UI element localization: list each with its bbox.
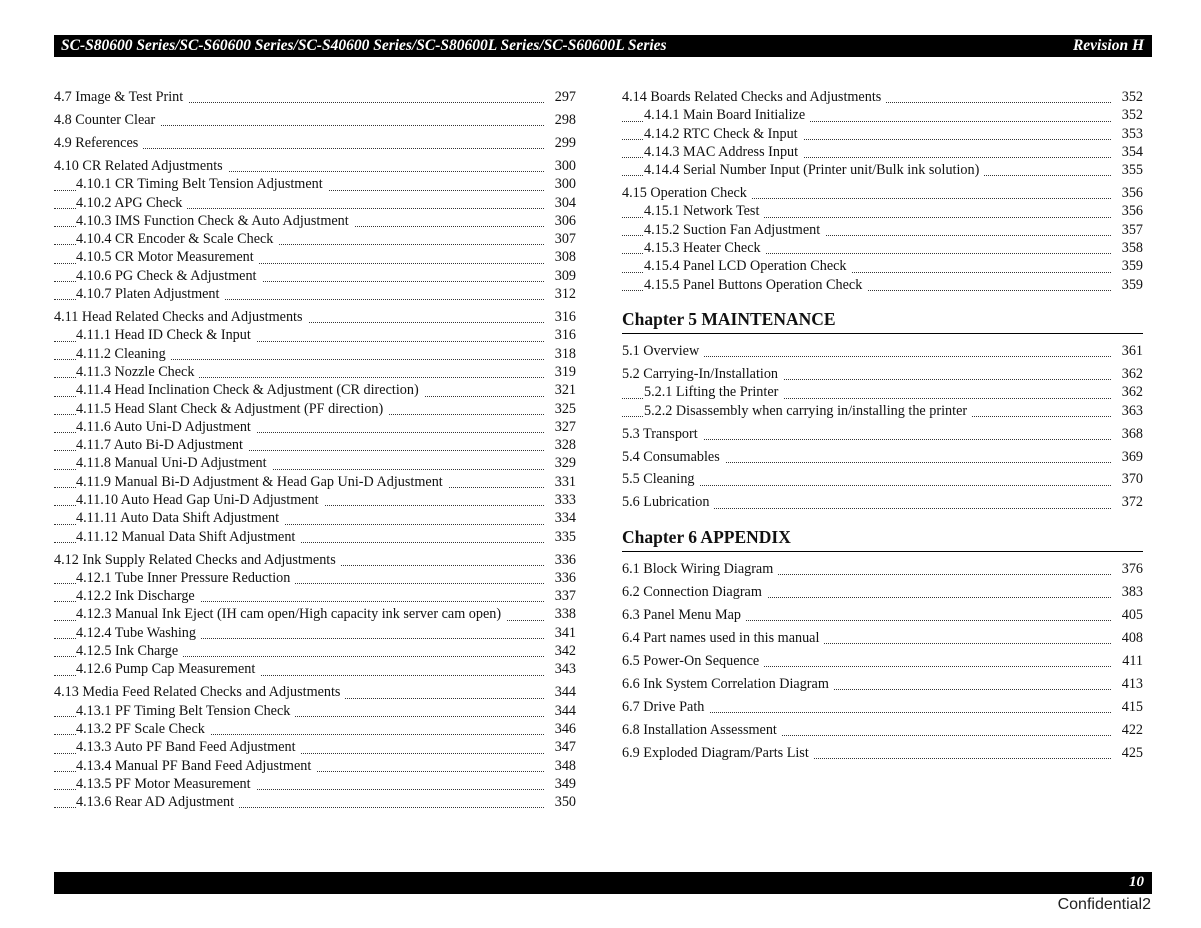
toc-entry-title: 6.1 Block Wiring Diagram [622, 560, 778, 578]
toc-entry-page: 312 [544, 285, 576, 303]
toc-entry-title: 4.11.11 Auto Data Shift Adjustment [76, 509, 284, 527]
toc-entry-title: 4.13 Media Feed Related Checks and Adjustments [54, 683, 345, 701]
toc-entry-page: 300 [544, 175, 576, 193]
toc-entry-title: 4.13.2 PF Scale Check [76, 720, 210, 738]
toc-entry[interactable] [622, 239, 1143, 257]
toc-entry[interactable] [54, 326, 576, 344]
toc-entry-page: 353 [1111, 125, 1143, 143]
revision-label: Revision H [1072, 37, 1144, 54]
toc-entry[interactable] [54, 111, 576, 129]
toc-entry-title: 4.10.6 PG Check & Adjustment [76, 267, 262, 285]
toc-entry-page: 316 [544, 326, 576, 344]
toc-entry-page: 352 [1111, 106, 1143, 124]
toc-entry-title: 5.2.2 Disassembly when carrying in/installing the printer [644, 402, 972, 420]
toc-entry[interactable] [54, 363, 576, 381]
toc-entry[interactable] [622, 583, 1143, 601]
toc-entry-page: 363 [1111, 402, 1143, 420]
toc-entry-title: 4.10.2 APG Check [76, 194, 187, 212]
toc-entry[interactable] [622, 402, 1143, 420]
toc-entry[interactable] [54, 436, 576, 454]
toc-entry-page: 356 [1111, 202, 1143, 220]
toc-entry-page: 348 [544, 757, 576, 775]
toc-entry[interactable] [622, 88, 1143, 106]
toc-entry-page: 408 [1111, 629, 1143, 647]
toc-entry[interactable] [622, 202, 1143, 220]
toc-entry-page: 306 [544, 212, 576, 230]
document-title: SC-S80600 Series/SC-S60600 Series/SC-S40600 Series/SC-S80600L Series/SC-S60600L Series [61, 37, 667, 54]
toc-entry-page: 405 [1111, 606, 1143, 624]
toc-entry[interactable] [54, 285, 576, 303]
toc-entry-page: 335 [544, 528, 576, 546]
toc-entry-page: 337 [544, 587, 576, 605]
toc-entry-page: 422 [1111, 721, 1143, 739]
toc-entry[interactable] [622, 675, 1143, 693]
toc-entry-page: 369 [1111, 448, 1143, 466]
toc-entry-page: 347 [544, 738, 576, 756]
toc-entry-title: 4.11.4 Head Inclination Check & Adjustment (CR direction) [76, 381, 424, 399]
toc-entry[interactable] [622, 425, 1143, 443]
toc-entry-page: 362 [1111, 383, 1143, 401]
toc-entry[interactable] [54, 793, 576, 811]
toc-entry-title: 6.7 Drive Path [622, 698, 709, 716]
toc-entry-title: 4.12.2 Ink Discharge [76, 587, 200, 605]
toc-entry-title: 4.13.4 Manual PF Band Feed Adjustment [76, 757, 316, 775]
toc-entry-title: 4.15 Operation Check [622, 184, 752, 202]
toc-entry-page: 338 [544, 605, 576, 623]
toc-entry[interactable] [622, 276, 1143, 294]
toc-entry-page: 298 [544, 111, 576, 129]
chapter-title: Chapter 5 MAINTENANCE [622, 308, 836, 329]
toc-entry-title: 4.10.4 CR Encoder & Scale Check [76, 230, 278, 248]
toc-entry-title: 5.1 Overview [622, 342, 704, 360]
toc-entry-title: 4.8 Counter Clear [54, 111, 160, 129]
toc-entry-page: 355 [1111, 161, 1143, 179]
toc-entry-title: 4.14 Boards Related Checks and Adjustments [622, 88, 886, 106]
toc-entry-page: 329 [544, 454, 576, 472]
toc-entry-page: 299 [544, 134, 576, 152]
toc-entry-title: 4.13.3 Auto PF Band Feed Adjustment [76, 738, 301, 756]
toc-entry[interactable] [622, 721, 1143, 739]
toc-entry-title: 4.13.6 Rear AD Adjustment [76, 793, 239, 811]
toc-entry-page: 309 [544, 267, 576, 285]
toc-entry-title: 4.10 CR Related Adjustments [54, 157, 228, 175]
toc-entry-title: 4.15.1 Network Test [644, 202, 764, 220]
toc-entry-title: 4.15.3 Heater Check [644, 239, 766, 257]
toc-entry-page: 413 [1111, 675, 1143, 693]
toc-entry-title: 4.7 Image & Test Print [54, 88, 188, 106]
toc-entry-title: 6.4 Part names used in this manual [622, 629, 824, 647]
toc-entry[interactable] [622, 184, 1143, 202]
toc-entry[interactable] [54, 551, 576, 569]
toc-entry-page: 318 [544, 345, 576, 363]
toc-entry-title: 6.5 Power-On Sequence [622, 652, 764, 670]
toc-entry-page: 359 [1111, 276, 1143, 294]
toc-entry-page: 352 [1111, 88, 1143, 106]
toc-entry-page: 370 [1111, 470, 1143, 488]
toc-entry[interactable] [54, 308, 576, 326]
toc-entry-title: 4.12 Ink Supply Related Checks and Adjustments [54, 551, 341, 569]
toc-entry-title: 6.9 Exploded Diagram/Parts List [622, 744, 814, 762]
toc-entry[interactable] [622, 383, 1143, 401]
toc-entry-title: 4.11.12 Manual Data Shift Adjustment [76, 528, 300, 546]
toc-entry-title: 6.3 Panel Menu Map [622, 606, 746, 624]
toc-entry-page: 308 [544, 248, 576, 266]
toc-entry-title: 4.11.1 Head ID Check & Input [76, 326, 256, 344]
toc-entry[interactable] [54, 194, 576, 212]
toc-entry[interactable] [622, 221, 1143, 239]
toc-entry-page: 358 [1111, 239, 1143, 257]
toc-entry-page: 411 [1111, 652, 1143, 670]
toc-entry[interactable] [622, 652, 1143, 670]
toc-entry[interactable] [54, 267, 576, 285]
toc-entry-page: 356 [1111, 184, 1143, 202]
toc-entry[interactable] [54, 605, 576, 623]
toc-entry-page: 350 [544, 793, 576, 811]
toc-entry-page: 359 [1111, 257, 1143, 275]
toc-entry-page: 333 [544, 491, 576, 509]
toc-entry[interactable] [622, 629, 1143, 647]
toc-entry-title: 4.10.1 CR Timing Belt Tension Adjustment [76, 175, 328, 193]
chapter-heading-6 [622, 523, 1143, 552]
toc-entry-title: 4.14.1 Main Board Initialize [644, 106, 810, 124]
toc-entry-page: 344 [544, 683, 576, 701]
toc-entry-page: 307 [544, 230, 576, 248]
toc-entry[interactable] [54, 528, 576, 546]
toc-entry-title: 4.15.4 Panel LCD Operation Check [644, 257, 852, 275]
toc-entry-title: 4.14.3 MAC Address Input [644, 143, 803, 161]
toc-entry-title: 4.11.10 Auto Head Gap Uni-D Adjustment [76, 491, 324, 509]
toc-entry-page: 354 [1111, 143, 1143, 161]
toc-entry-title: 4.15.2 Suction Fan Adjustment [644, 221, 825, 239]
toc-entry-page: 362 [1111, 365, 1143, 383]
toc-entry-page: 376 [1111, 560, 1143, 578]
toc-entry[interactable] [54, 248, 576, 266]
toc-entry-title: 4.13.5 PF Motor Measurement [76, 775, 256, 793]
toc-chapter-6-list [622, 560, 1143, 762]
toc-section-4-continued [622, 88, 1143, 294]
toc-entry[interactable] [54, 88, 576, 106]
toc-entry[interactable] [54, 381, 576, 399]
toc-entry-title: 4.10.3 IMS Function Check & Auto Adjustment [76, 212, 354, 230]
toc-entry[interactable] [54, 738, 576, 756]
toc-entry-page: 372 [1111, 493, 1143, 511]
toc-entry[interactable] [622, 698, 1143, 716]
toc-entry-title: 6.2 Connection Diagram [622, 583, 767, 601]
toc-entry-title: 5.6 Lubrication [622, 493, 714, 511]
toc-entry[interactable] [622, 365, 1143, 383]
toc-entry-page: 325 [544, 400, 576, 418]
toc-entry-page: 331 [544, 473, 576, 491]
toc-entry-title: 6.6 Ink System Correlation Diagram [622, 675, 834, 693]
page-number: 10 [1129, 874, 1144, 890]
toc-entry-page: 327 [544, 418, 576, 436]
toc-entry[interactable] [54, 660, 576, 678]
toc-entry[interactable] [622, 744, 1143, 762]
toc-entry-title: 4.15.5 Panel Buttons Operation Check [644, 276, 867, 294]
toc-entry-title: 4.9 References [54, 134, 143, 152]
toc-entry-title: 4.10.7 Platen Adjustment [76, 285, 224, 303]
toc-entry-page: 361 [1111, 342, 1143, 360]
toc-entry-title: 4.11.9 Manual Bi-D Adjustment & Head Gap Uni-D Adjustment [76, 473, 448, 491]
toc-entry-page: 349 [544, 775, 576, 793]
toc-entry-title: 4.11.6 Auto Uni-D Adjustment [76, 418, 256, 436]
toc-entry-title: 5.3 Transport [622, 425, 703, 443]
toc-entry[interactable] [54, 230, 576, 248]
toc-entry[interactable] [622, 560, 1143, 578]
toc-entry[interactable] [622, 161, 1143, 179]
toc-entry[interactable] [54, 775, 576, 793]
header-bar [54, 35, 1152, 57]
toc-entry-title: 6.8 Installation Assessment [622, 721, 782, 739]
toc-left-column [54, 88, 576, 811]
toc-entry[interactable] [54, 473, 576, 491]
toc-entry-title: 4.10.5 CR Motor Measurement [76, 248, 259, 266]
toc-entry-page: 383 [1111, 583, 1143, 601]
chapter-title: Chapter 6 APPENDIX [622, 526, 791, 547]
toc-entry[interactable] [54, 683, 576, 701]
toc-entry[interactable] [54, 212, 576, 230]
toc-entry[interactable] [54, 642, 576, 660]
toc-entry-title: 5.5 Cleaning [622, 470, 700, 488]
toc-entry[interactable] [54, 624, 576, 642]
toc-entry[interactable] [54, 569, 576, 587]
toc-entry[interactable] [622, 342, 1143, 360]
toc-entry-page: 336 [544, 551, 576, 569]
toc-entry-title: 4.12.1 Tube Inner Pressure Reduction [76, 569, 295, 587]
confidential-label: Confidential2 [1057, 896, 1151, 913]
toc-entry-page: 300 [544, 157, 576, 175]
toc-entry[interactable] [622, 493, 1143, 511]
footer-bar [54, 872, 1152, 894]
toc-entry[interactable] [54, 587, 576, 605]
toc-entry-page: 321 [544, 381, 576, 399]
toc-entry-title: 4.14.4 Serial Number Input (Printer unit/Bulk ink solution) [644, 161, 984, 179]
toc-entry-page: 328 [544, 436, 576, 454]
toc-entry-title: 4.12.5 Ink Charge [76, 642, 183, 660]
toc-entry-page: 368 [1111, 425, 1143, 443]
toc-entry[interactable] [54, 175, 576, 193]
toc-entry-page: 343 [544, 660, 576, 678]
toc-entry[interactable] [54, 157, 576, 175]
toc-entry-page: 357 [1111, 221, 1143, 239]
toc-entry-title: 4.12.3 Manual Ink Eject (IH cam open/High capacity ink server cam open) [76, 605, 506, 623]
toc-entry[interactable] [54, 400, 576, 418]
toc-entry-page: 297 [544, 88, 576, 106]
toc-right-column [622, 88, 1143, 762]
toc-entry[interactable] [54, 720, 576, 738]
toc-entry[interactable] [54, 757, 576, 775]
toc-entry[interactable] [54, 454, 576, 472]
toc-entry-page: 319 [544, 363, 576, 381]
toc-entry-page: 425 [1111, 744, 1143, 762]
toc-entry-page: 334 [544, 509, 576, 527]
toc-entry[interactable] [54, 509, 576, 527]
toc-entry[interactable] [622, 106, 1143, 124]
toc-entry-page: 344 [544, 702, 576, 720]
toc-entry-title: 4.12.4 Tube Washing [76, 624, 201, 642]
toc-entry[interactable] [622, 448, 1143, 466]
toc-entry-page: 304 [544, 194, 576, 212]
toc-entry-title: 4.11.7 Auto Bi-D Adjustment [76, 436, 248, 454]
toc-entry-title: 4.12.6 Pump Cap Measurement [76, 660, 260, 678]
toc-entry-title: 4.11.3 Nozzle Check [76, 363, 199, 381]
toc-entry[interactable] [622, 125, 1143, 143]
toc-entry-page: 346 [544, 720, 576, 738]
toc-entry-page: 415 [1111, 698, 1143, 716]
toc-entry-page: 342 [544, 642, 576, 660]
chapter-heading-5 [622, 305, 1143, 334]
toc-entry-title: 4.11.2 Cleaning [76, 345, 171, 363]
toc-entry[interactable] [54, 702, 576, 720]
toc-entry[interactable] [54, 418, 576, 436]
toc-entry-page: 341 [544, 624, 576, 642]
toc-entry-page: 336 [544, 569, 576, 587]
toc-entry-title: 5.2 Carrying-In/Installation [622, 365, 783, 383]
toc-entry-title: 4.11.5 Head Slant Check & Adjustment (PF direction) [76, 400, 388, 418]
toc-entry-title: 4.14.2 RTC Check & Input [644, 125, 803, 143]
toc-chapter-5-list [622, 342, 1143, 512]
toc-entry-title: 4.11 Head Related Checks and Adjustments [54, 308, 308, 326]
toc-entry[interactable] [54, 345, 576, 363]
toc-entry[interactable] [622, 470, 1143, 488]
toc-entry[interactable] [622, 143, 1143, 161]
toc-entry[interactable] [54, 491, 576, 509]
toc-entry-page: 316 [544, 308, 576, 326]
toc-entry-title: 4.13.1 PF Timing Belt Tension Check [76, 702, 295, 720]
toc-entry[interactable] [622, 606, 1143, 624]
toc-entry[interactable] [622, 257, 1143, 275]
toc-entry-title: 4.11.8 Manual Uni-D Adjustment [76, 454, 272, 472]
toc-entry-title: 5.4 Consumables [622, 448, 725, 466]
toc-entry-title: 5.2.1 Lifting the Printer [644, 383, 783, 401]
toc-entry[interactable] [54, 134, 576, 152]
